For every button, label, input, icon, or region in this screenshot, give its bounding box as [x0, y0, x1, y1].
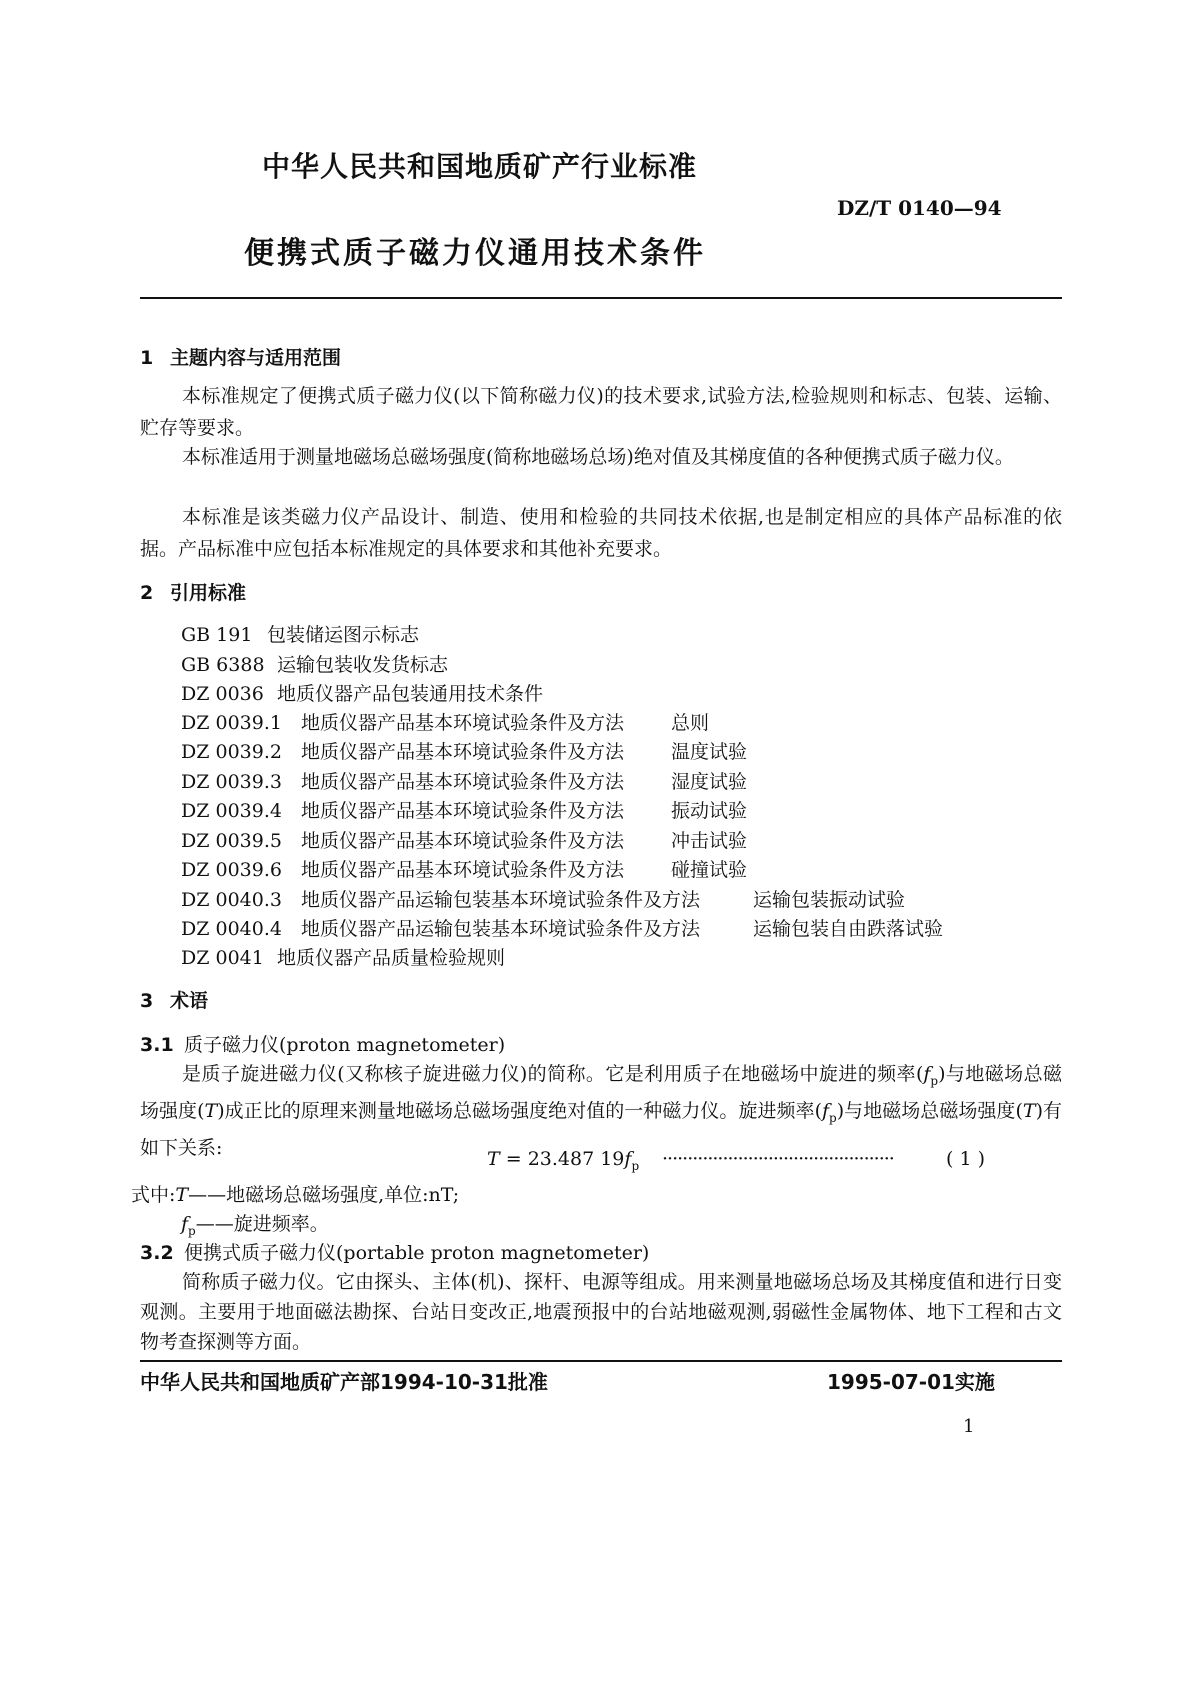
section-3-title: 术语: [170, 990, 209, 1012]
formula-1: [487, 1148, 639, 1173]
reference-code: DZ 0039.2: [181, 741, 282, 763]
reference-code: DZ 0039.4: [181, 800, 282, 822]
section-2-title: 引用标准: [170, 582, 247, 604]
reference-item: [181, 650, 448, 677]
reference-item: [181, 620, 419, 647]
reference-title: 地质仪器产品质量检验规则: [277, 947, 506, 969]
term-3-1-number: 3.1: [140, 1034, 174, 1056]
term-3-1-title: 质子磁力仪(proton magnetometer): [184, 1034, 506, 1056]
reference-item: [181, 796, 747, 823]
term-3-1-body-text: )成正比的原理来测量地磁场总磁场强度绝对值的一种磁力仪。旋进频率(: [217, 1099, 822, 1122]
reference-code: DZ 0040.4: [181, 918, 282, 940]
where-symbol-f: f: [181, 1213, 189, 1235]
reference-title: 地质仪器产品基本环境试验条件及方法: [301, 741, 625, 763]
reference-title: 地质仪器产品基本环境试验条件及方法: [301, 712, 625, 734]
reference-title: 地质仪器产品运输包装基本环境试验条件及方法: [301, 889, 701, 911]
reference-code: DZ 0041: [181, 947, 264, 969]
reference-item: [181, 708, 709, 735]
section-1-heading: [140, 343, 341, 370]
where-T-desc: ——地磁场总磁场强度,单位:nT;: [188, 1184, 460, 1206]
page-number: 1: [963, 1416, 975, 1437]
reference-extra: 温度试验: [671, 741, 748, 763]
reference-item: [181, 737, 747, 764]
formula-sub: p: [631, 1158, 640, 1173]
reference-title: 地质仪器产品运输包装基本环境试验条件及方法: [301, 918, 701, 940]
section-1-paragraph-3: 本标准是该类磁力仪产品设计、制造、使用和检验的共同技术依据,也是制定相应的具体产品标准的依据。产品标准中应包括本标准规定的具体要求和其他补充要求。: [140, 506, 1062, 560]
where-sub-p: p: [188, 1223, 196, 1238]
reference-code: GB 191: [181, 624, 253, 646]
section-1-title: 主题内容与适用范围: [170, 347, 342, 369]
reference-code: DZ 0039.6: [181, 859, 282, 881]
reference-code: DZ 0039.1: [181, 712, 282, 734]
reference-extra: 总则: [671, 712, 710, 734]
section-1-paragraph-2: 本标准适用于测量地磁场总磁场强度(简称地磁场总场)绝对值及其梯度值的各种便携式质子磁力仪。: [182, 446, 1014, 468]
reference-item: [181, 679, 543, 706]
reference-title: 地质仪器产品基本环境试验条件及方法: [301, 800, 625, 822]
term-3-2-body: 简称质子磁力仪。它由探头、主体(机)、探杆、电源等组成。用来测量地磁场总场及其梯度值和进行日变观测。主要用于地面磁法勘探、台站日变改正,地震预报中的台站地磁观测,弱磁性金属物体、地下工程和古文物考查探测等方面。: [140, 1271, 1062, 1353]
reference-code: DZ 0039.5: [181, 830, 282, 852]
section-2-number: 2: [140, 582, 154, 604]
reference-title: 运输包装收发货标志: [277, 654, 449, 676]
formula-where-T: [131, 1180, 459, 1207]
reference-title: 地质仪器产品基本环境试验条件及方法: [301, 859, 625, 881]
approval-statement: 中华人民共和国地质矿产部1994-10-31批准: [140, 1370, 548, 1394]
reference-extra: 运输包装自由跌落试验: [753, 918, 944, 940]
section-1-number: 1: [140, 347, 154, 369]
formula-lhs: T: [487, 1148, 500, 1170]
reference-title: 包装储运图示标志: [267, 624, 420, 646]
reference-item: [181, 914, 943, 941]
formula-rhs: = 23.487 19: [505, 1148, 625, 1170]
section-2-heading: [140, 578, 246, 605]
where-f-desc: ——旋进频率。: [195, 1213, 329, 1235]
reference-item: [181, 826, 747, 853]
reference-item: [181, 885, 905, 912]
reference-item: [181, 767, 747, 794]
where-symbol-T: T: [175, 1184, 189, 1206]
formula-number: ( 1 ): [946, 1148, 985, 1170]
formula-where-f: [181, 1209, 329, 1238]
reference-code: DZ 0036: [181, 683, 264, 705]
section-3-number: 3: [140, 990, 154, 1012]
header-rule: [140, 297, 1062, 299]
reference-extra: 冲击试验: [671, 830, 748, 852]
doc-code: DZ/T 0140—94: [837, 196, 1002, 220]
symbol-f: f: [923, 1063, 931, 1085]
term-3-2-title: 便携式质子磁力仪(portable proton magnetometer): [184, 1242, 650, 1264]
reference-extra: 运输包装振动试验: [753, 889, 906, 911]
footer-rule: [140, 1360, 1062, 1362]
formula-f: f: [624, 1148, 632, 1170]
term-3-2-heading: [140, 1238, 649, 1265]
reference-extra: 碰撞试验: [671, 859, 748, 881]
where-prefix: 式中:: [131, 1184, 176, 1206]
section-1-paragraph-1: 本标准规定了便携式质子磁力仪(以下简称磁力仪)的技术要求,试验方法,检验规则和标志、包装、运输、贮存等要求。: [140, 385, 1062, 439]
org-standard-title: 中华人民共和国地质矿产行业标准: [262, 150, 698, 183]
reference-title: 地质仪器产品包装通用技术条件: [277, 683, 544, 705]
term-3-1-body-text: )与地磁场总磁场强度(: [836, 1099, 1023, 1122]
reference-extra: 湿度试验: [671, 771, 748, 793]
reference-title: 地质仪器产品基本环境试验条件及方法: [301, 771, 625, 793]
reference-title: 地质仪器产品基本环境试验条件及方法: [301, 830, 625, 852]
symbol-T: T: [204, 1099, 218, 1122]
reference-item: [181, 943, 505, 970]
reference-extra: 振动试验: [671, 800, 748, 822]
term-3-1-body-text: )与地磁场总磁场强度(: [140, 1063, 1062, 1122]
doc-title: 便携式质子磁力仪通用技术条件: [244, 236, 706, 271]
term-3-1-body-text: )有如下关系:: [140, 1099, 1063, 1159]
reference-code: GB 6388: [181, 654, 265, 676]
formula-leader-dots: ··············································: [662, 1148, 894, 1170]
reference-code: DZ 0040.3: [181, 889, 282, 911]
term-3-2-number: 3.2: [140, 1242, 174, 1264]
symbol-f: f: [822, 1099, 830, 1122]
reference-code: DZ 0039.3: [181, 771, 282, 793]
term-3-1-body-text: 是质子旋进磁力仪(又称核子旋进磁力仪)的简称。它是利用质子在地磁场中旋进的频率(: [182, 1063, 924, 1085]
effective-date: 1995-07-01实施: [827, 1370, 995, 1394]
symbol-sub-p: p: [829, 1110, 837, 1125]
term-3-1-heading: [140, 1030, 505, 1057]
symbol-sub-p: p: [930, 1073, 939, 1088]
reference-item: [181, 855, 747, 882]
section-3-heading: [140, 986, 208, 1013]
symbol-T: T: [1022, 1099, 1036, 1122]
